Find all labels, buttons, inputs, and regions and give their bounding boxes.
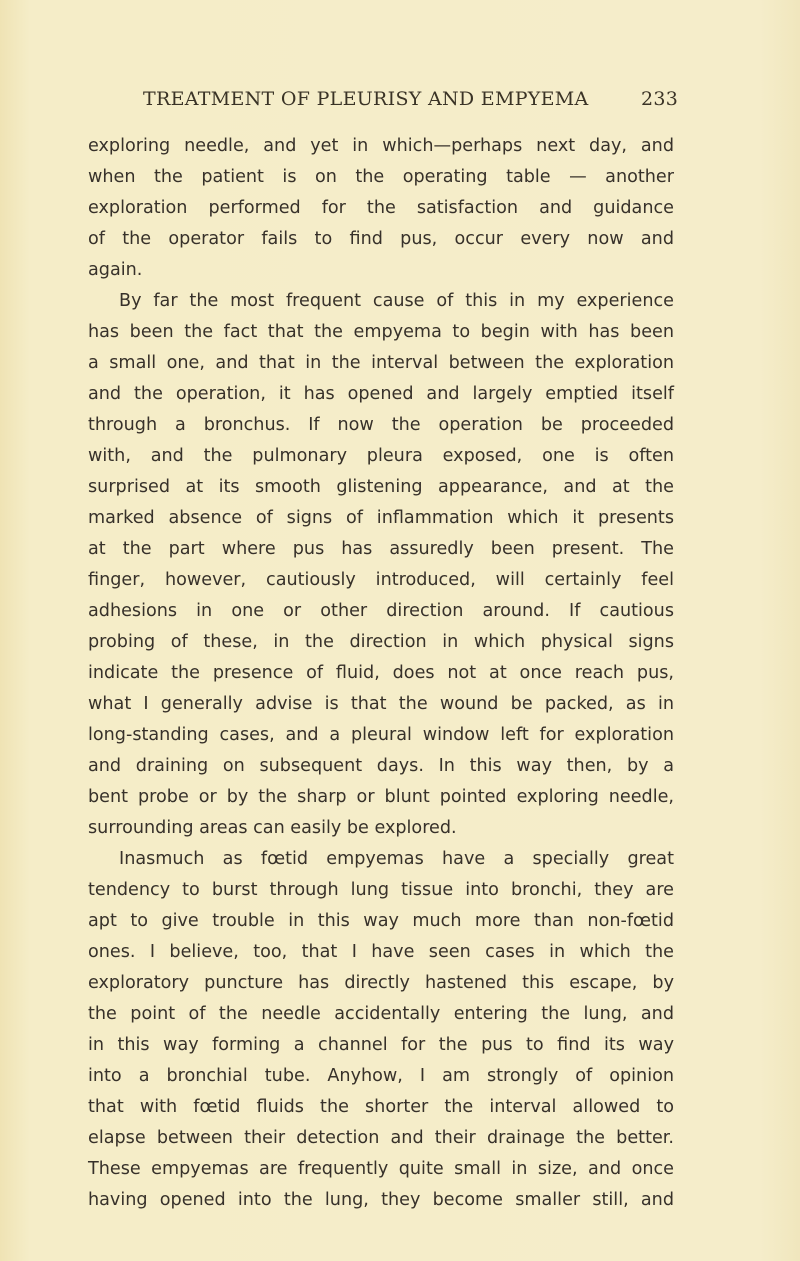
text-line: what I generally advise is that the wound be packed, as in [88, 694, 674, 714]
text-line: that with fœtid fluids the shorter the interval allowed to [88, 1097, 674, 1117]
running-head: TREATMENT OF PLEURISY AND EMPYEMA [143, 88, 589, 110]
text-line: finger, however, cautiously introduced, will certainly feel [88, 570, 674, 590]
text-line: adhesions in one or other direction around. If cautious [88, 601, 674, 621]
text-line: and draining on subsequent days. In this way then, by a [88, 756, 674, 776]
text-line: long-standing cases, and a pleural window left for exploration [88, 725, 674, 745]
text-line: in this way forming a channel for the pus to find its way [88, 1035, 674, 1055]
text-line: tendency to burst through lung tissue into bronchi, they are [88, 880, 674, 900]
text-line: apt to give trouble in this way much more than non-fœtid [88, 911, 674, 931]
body-text [88, 131, 674, 1216]
text-line: These empyemas are frequently quite small in size, and once [88, 1159, 674, 1179]
text-line: Inasmuch as fœtid empyemas have a specially great [119, 849, 674, 869]
text-line: with, and the pulmonary pleura exposed, one is often [88, 446, 674, 466]
text-line: at the part where pus has assuredly been present. The [88, 539, 674, 559]
text-line: a small one, and that in the interval between the exploration [88, 353, 674, 373]
text-line: again. [88, 260, 143, 280]
text-line: surrounding areas can easily be explored. [88, 818, 457, 838]
text-line: indicate the presence of fluid, does not at once reach pus, [88, 663, 674, 683]
text-line: By far the most frequent cause of this in my experience [119, 291, 674, 311]
text-line: the point of the needle accidentally entering the lung, and [88, 1004, 674, 1024]
text-line: through a bronchus. If now the operation be proceeded [88, 415, 674, 435]
text-line: exploratory puncture has directly hastened this escape, by [88, 973, 674, 993]
text-line: when the patient is on the operating table — another [88, 167, 674, 187]
text-line: and the operation, it has opened and largely emptied itself [88, 384, 674, 404]
text-line: elapse between their detection and their drainage the better. [88, 1128, 674, 1148]
text-line: into a bronchial tube. Anyhow, I am strongly of opinion [88, 1066, 674, 1086]
text-line: surprised at its smooth glistening appearance, and at the [88, 477, 674, 497]
text-line: exploration performed for the satisfaction and guidance [88, 198, 674, 218]
page-number: 233 [641, 88, 679, 110]
page-header [0, 88, 800, 118]
text-line: probing of these, in the direction in which physical signs [88, 632, 674, 652]
text-line: ones. I believe, too, that I have seen cases in which the [88, 942, 674, 962]
text-line: marked absence of signs of inflammation which it presents [88, 508, 674, 528]
text-line: bent probe or by the sharp or blunt pointed exploring needle, [88, 787, 674, 807]
text-line: exploring needle, and yet in which—perhaps next day, and [88, 136, 674, 156]
text-line: has been the fact that the empyema to begin with has been [88, 322, 674, 342]
text-line: having opened into the lung, they become smaller still, and [88, 1190, 674, 1210]
text-line: of the operator fails to find pus, occur every now and [88, 229, 674, 249]
